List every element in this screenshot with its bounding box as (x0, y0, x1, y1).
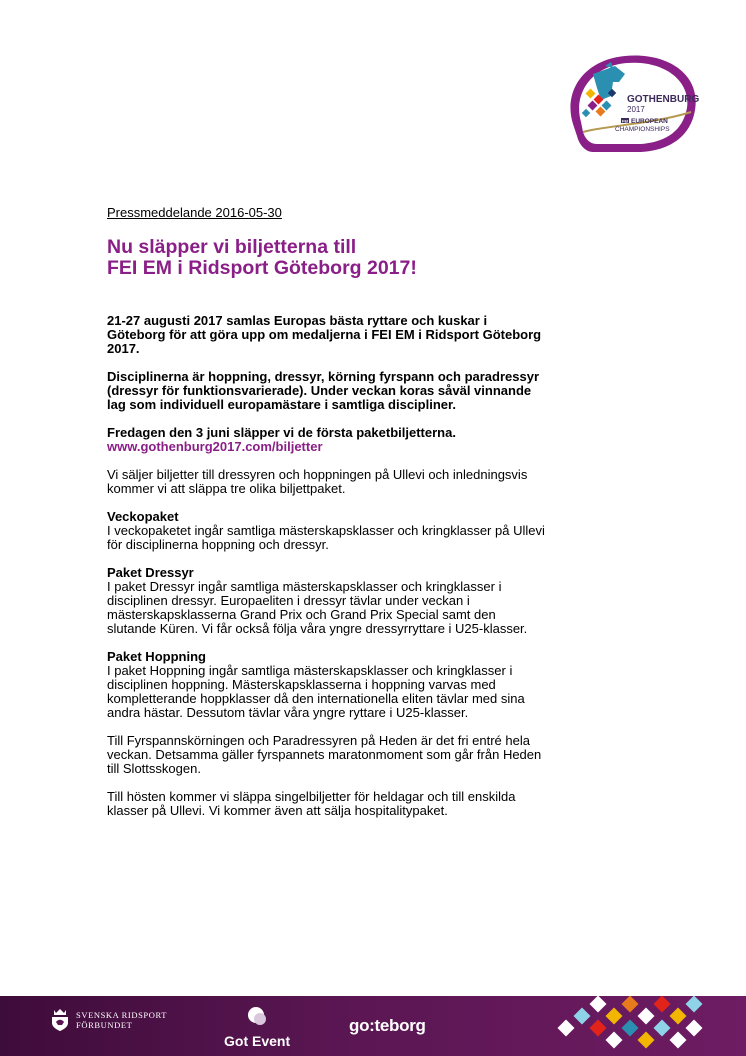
footer-band (0, 996, 746, 1056)
paragraph-heden: Till Fyrspannskörningen och Paradressyren på Heden är det fri entré hela veckan. Detsamma gäller fyrspannets maratonmoment som går från Heden till Slottsskogen. (107, 733, 542, 776)
logo-line2: 2017 (627, 105, 645, 114)
srf-line-1: SVENSKA RIDSPORT (76, 1010, 168, 1020)
section-veckopaket (107, 510, 547, 552)
headline-line-2: FEI EM i Ridsport Göteborg 2017! (107, 257, 417, 279)
press-release (107, 206, 547, 832)
diamond-pattern-icon (540, 996, 746, 1056)
section-title: Paket Hoppning (107, 649, 206, 664)
got-event-mark-icon (246, 1005, 268, 1029)
championship-logo (563, 52, 703, 158)
logo-fei: FEI (622, 118, 629, 124)
release-date-text: Fredagen den 3 juni släpper vi de första paketbiljetterna. (107, 425, 456, 440)
section-body: I veckopaketet ingår samtliga mästerskapsklasser och kringklasser på Ullevi för disciplinerna hoppning och dressyr. (107, 523, 545, 552)
lead-paragraph-disciplines: Disciplinerna är hoppning, dressyr, körning fyrspann och paradressyr (dressyr för funktionsvarierade). Under veckan koras såväl vinnande lag som individuell europamästare i samtliga discipliner. (107, 369, 540, 412)
goteborg-logo: go:teborg (349, 1016, 426, 1035)
crown-shield-icon (50, 1008, 70, 1032)
dateline: Pressmeddelande 2016-05-30 (107, 205, 282, 220)
svenska-ridsportforbundet-logo (50, 1008, 167, 1032)
logo-line4: CHAMPIONSHIPS (615, 126, 670, 133)
section-paket-dressyr (107, 566, 547, 636)
intro-paragraph: Vi säljer biljetter till dressyren och hoppningen på Ullevi och inledningsvis kommer vi att släppa tre olika biljettpaket. (107, 467, 528, 496)
lead-paragraph-dates: 21-27 augusti 2017 samlas Europas bästa ryttare och kuskar i Göteborg för att göra upp om medaljerna i FEI EM i Ridsport Göteborg 2017. (107, 313, 542, 356)
logo-line3: EUROPEAN (631, 118, 668, 125)
section-paket-hoppning (107, 650, 547, 720)
section-title: Paket Dressyr (107, 565, 194, 580)
section-title: Veckopaket (107, 509, 179, 524)
lead-paragraph-release (107, 426, 547, 454)
section-body: I paket Hoppning ingår samtliga mästerskapsklasser och kringklasser i disciplinen hoppning. Mästerskapsklasserna i hoppning varvas med kompletterande hoppklasser då den internationella eliten tävlar med sina andra hästar. Dessutom tävlar våra yngre ryttare i U25-klasser. (107, 663, 525, 720)
paragraph-autumn: Till hösten kommer vi släppa singelbiljetter för heldagar och till enskilda klasser på Ullevi. Vi kommer även att sälja hospitalitypaket. (107, 789, 516, 818)
srf-line-2: FÖRBUNDET (76, 1020, 133, 1030)
logo-line5: SWEDEN (635, 135, 660, 141)
headline (107, 237, 547, 279)
logo-line1: GOTHENBURG (627, 94, 700, 105)
tickets-link[interactable]: www.gothenburg2017.com/biljetter (107, 439, 323, 454)
section-body: I paket Dressyr ingår samtliga mästerskapsklasser och kringklasser i disciplinen dressyr. Europaeliten i dressyr tävlar under veckan i mästerskapsklasserna Grand Prix och Grand Prix Special samt den slutande Küren. Vi får också följa våra yngre dressyrryttare i U25-klasser. (107, 579, 528, 636)
headline-line-1: Nu släpper vi biljetterna till (107, 236, 357, 258)
got-event-text: Got Event (224, 1033, 291, 1049)
